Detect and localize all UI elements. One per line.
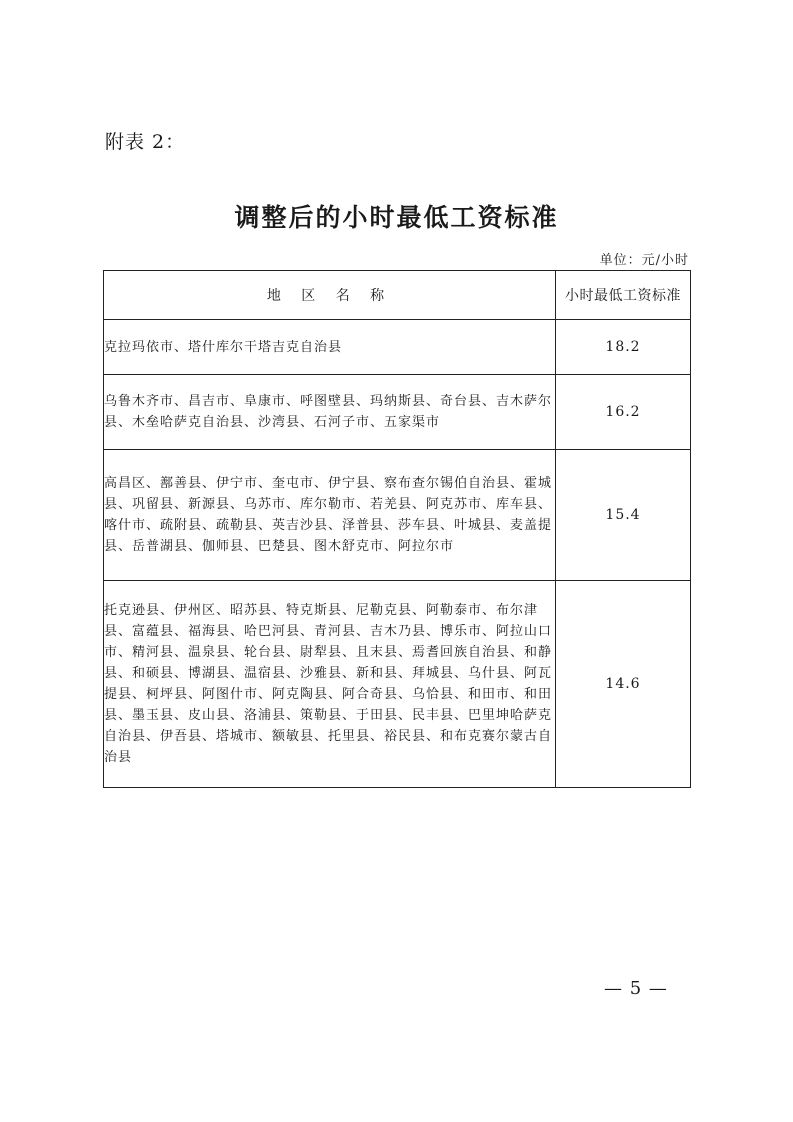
- region-column-header: 地 区 名 称: [104, 271, 556, 320]
- wage-value-cell: 14.6: [556, 581, 691, 788]
- region-list-cell: 克拉玛依市、塔什库尔干塔吉克自治县: [104, 320, 556, 375]
- region-list-cell: 高昌区、鄯善县、伊宁市、奎屯市、伊宁县、察布查尔锡伯自治县、霍城县、巩留县、新源县、乌苏市、库尔勒市、若羌县、阿克苏市、库车县、喀什市、疏附县、疏勒县、英吉沙县、泽普县、莎车县、叶城县、麦盖提县、岳普湖县、伽师县、巴楚县、图木舒克市、阿拉尔市: [104, 450, 556, 581]
- table-row: [104, 320, 691, 375]
- region-list-cell: 托克逊县、伊州区、昭苏县、特克斯县、尼勒克县、阿勒泰市、布尔津县、富蕴县、福海县、哈巴河县、青河县、吉木乃县、博乐市、阿拉山口市、精河县、温泉县、轮台县、尉犁县、且末县、焉耆回族自治县、和静县、和硕县、博湖县、温宿县、沙雅县、新和县、拜城县、乌什县、阿瓦提县、柯坪县、阿图什市、阿克陶县、阿合奇县、乌恰县、和田市、和田县、墨玉县、皮山县、洛浦县、策勒县、于田县、民丰县、巴里坤哈萨克自治县、伊吾县、塔城市、额敏县、托里县、裕民县、和布克赛尔蒙古自治县: [104, 581, 556, 788]
- unit-label: 单位：元/小时: [599, 253, 689, 268]
- table-row: [104, 581, 691, 788]
- minimum-wage-table: [103, 270, 691, 788]
- wage-value-cell: 16.2: [556, 375, 691, 450]
- annex-label: 附表 2：: [105, 131, 186, 153]
- table-row: [104, 450, 691, 581]
- wage-column-header: 小时最低工资标准: [556, 271, 691, 320]
- wage-value-cell: 18.2: [556, 320, 691, 375]
- region-list-cell: 乌鲁木齐市、昌吉市、阜康市、呼图壁县、玛纳斯县、奇台县、吉木萨尔县、木垒哈萨克自治县、沙湾县、石河子市、五家渠市: [104, 375, 556, 450]
- wage-value-cell: 15.4: [556, 450, 691, 581]
- table-row: [104, 375, 691, 450]
- page-number: — 5 —: [604, 978, 668, 999]
- document-title: 调整后的小时最低工资标准: [234, 203, 559, 232]
- table-header-row: [104, 271, 691, 320]
